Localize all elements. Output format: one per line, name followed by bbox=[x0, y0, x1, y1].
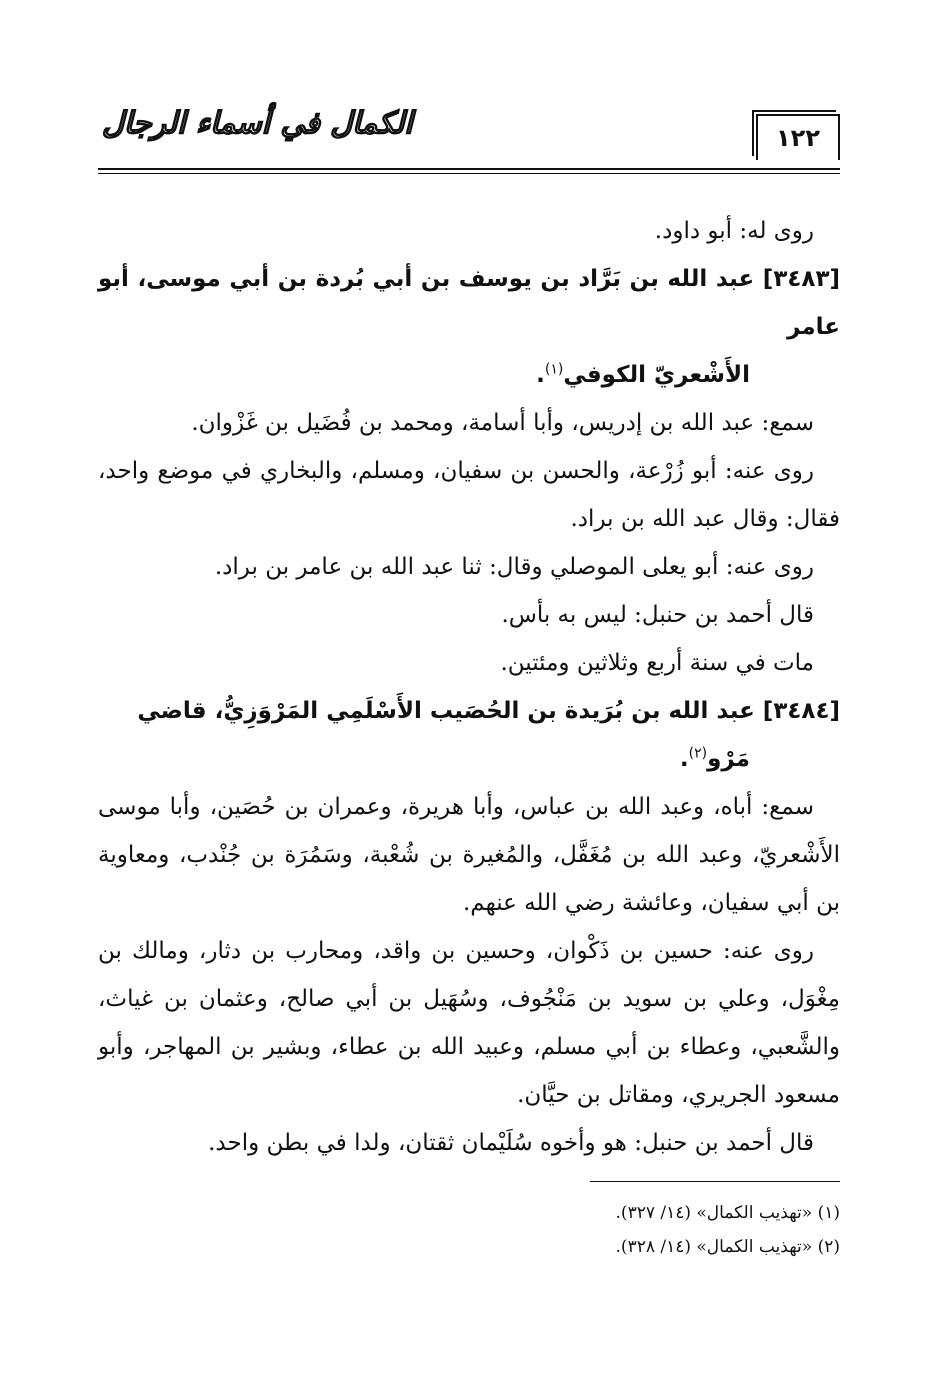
footnote-2: (٢) «تهذيب الكمال» (١٤/ ٣٢٨). bbox=[615, 1237, 840, 1257]
text-line: روى عنه: أبو زُرْعة، والحسن بن سفيان، ومسلم، والبخاري في bbox=[221, 458, 815, 484]
narrated-by-line: روى عنه: أبو يعلى الموصلي وقال: ثنا عبد الله بن عامر بن براد. bbox=[214, 554, 814, 580]
footnote-1: (١) «تهذيب الكمال» (١٤/ ٣٢٧). bbox=[615, 1203, 840, 1223]
page-header bbox=[98, 92, 840, 170]
heard-from-line bbox=[98, 783, 840, 927]
text-line: وأبا موسى الأَشْعريّ، وعبد الله بن مُغَفَّل، والمُغيرة بن شُعْبة، وسَمُرَة بن bbox=[98, 794, 840, 868]
text-line: جُنْدب، ومعاوية بن أبي سفيان، وعائشة رضي الله عنهم. bbox=[98, 842, 840, 916]
running-title: الكمال في أسماء الرجال bbox=[102, 106, 413, 141]
text-line: وعثمان بن غياث، والشَّعبي، وعطاء بن أبي مسلم، وعبيد الله بن عطاء، bbox=[98, 986, 841, 1060]
entry-heading-continuation-text: مَرْو bbox=[707, 746, 750, 772]
footnotes bbox=[616, 1196, 840, 1264]
heard-from-line: سمع: عبد الله بن إدريس، وأبا أسامة، ومحمد بن فُضَيل بن غَزْوان. bbox=[191, 410, 814, 436]
text-line: وبشير بن المهاجر، وأبو مسعود الجريري، ومقاتل بن حيَّان. bbox=[98, 1034, 840, 1108]
entry-heading-3483 bbox=[98, 255, 840, 399]
footnote-ref-2: (٢) bbox=[688, 745, 708, 762]
entry-heading-continuation-text: الأَشْعريّ الكوفي bbox=[563, 362, 750, 388]
entry-heading-text: [٣٤٨٤] عبد الله بن بُرَيدة بن الحُصَيب الأَسْلَمِي المَرْوَزِيُّ، قاضي bbox=[137, 698, 840, 724]
narrator-line: روى له: أبو داود. bbox=[654, 218, 814, 244]
text-line: سمع: أباه، وعبد الله بن عباس، وأبا هريرة، وعمران بن حُصَين، bbox=[209, 794, 814, 820]
footnote-ref-1: (١) bbox=[544, 361, 564, 378]
narrated-by-line bbox=[98, 447, 840, 543]
entry-heading-continuation: الأَشْعريّ الكوفي$^{(١)}$. bbox=[536, 361, 750, 388]
page-body bbox=[98, 207, 840, 1167]
entry-heading-continuation: مَرْو$^{(٢)}$. bbox=[679, 745, 750, 772]
grading-line: قال أحمد بن حنبل: هو وأخوه سُلَيْمان ثقتان، ولدا في بطن واحد. bbox=[208, 1130, 814, 1156]
death-line: مات في سنة أربع وثلاثين ومئتين. bbox=[500, 650, 814, 676]
entry-heading-3484 bbox=[98, 687, 840, 783]
footnote-divider bbox=[590, 1181, 840, 1182]
text-line: موضع واحد، فقال: وقال عبد الله بن براد. bbox=[98, 458, 840, 532]
page-number: ١٢٢ bbox=[756, 114, 840, 160]
narrated-by-line bbox=[98, 927, 840, 1119]
book-page bbox=[98, 92, 840, 1312]
entry-heading-text: [٣٤٨٣] عبد الله بن بَرَّاد بن يوسف بن أبي بُردة بن أبي موسى، أبو عامر bbox=[98, 266, 840, 340]
text-line: ومالك بن مِغْوَل، وعلي بن سويد بن مَنْجُوف، وسُهَيل بن أبي صالح، bbox=[98, 938, 840, 1012]
grading-line: قال أحمد بن حنبل: ليس به بأس. bbox=[501, 602, 814, 628]
text-line: روى عنه: حسين بن ذَكْوان، وحسين بن واقد، ومحارب بن دثار، bbox=[198, 938, 814, 964]
